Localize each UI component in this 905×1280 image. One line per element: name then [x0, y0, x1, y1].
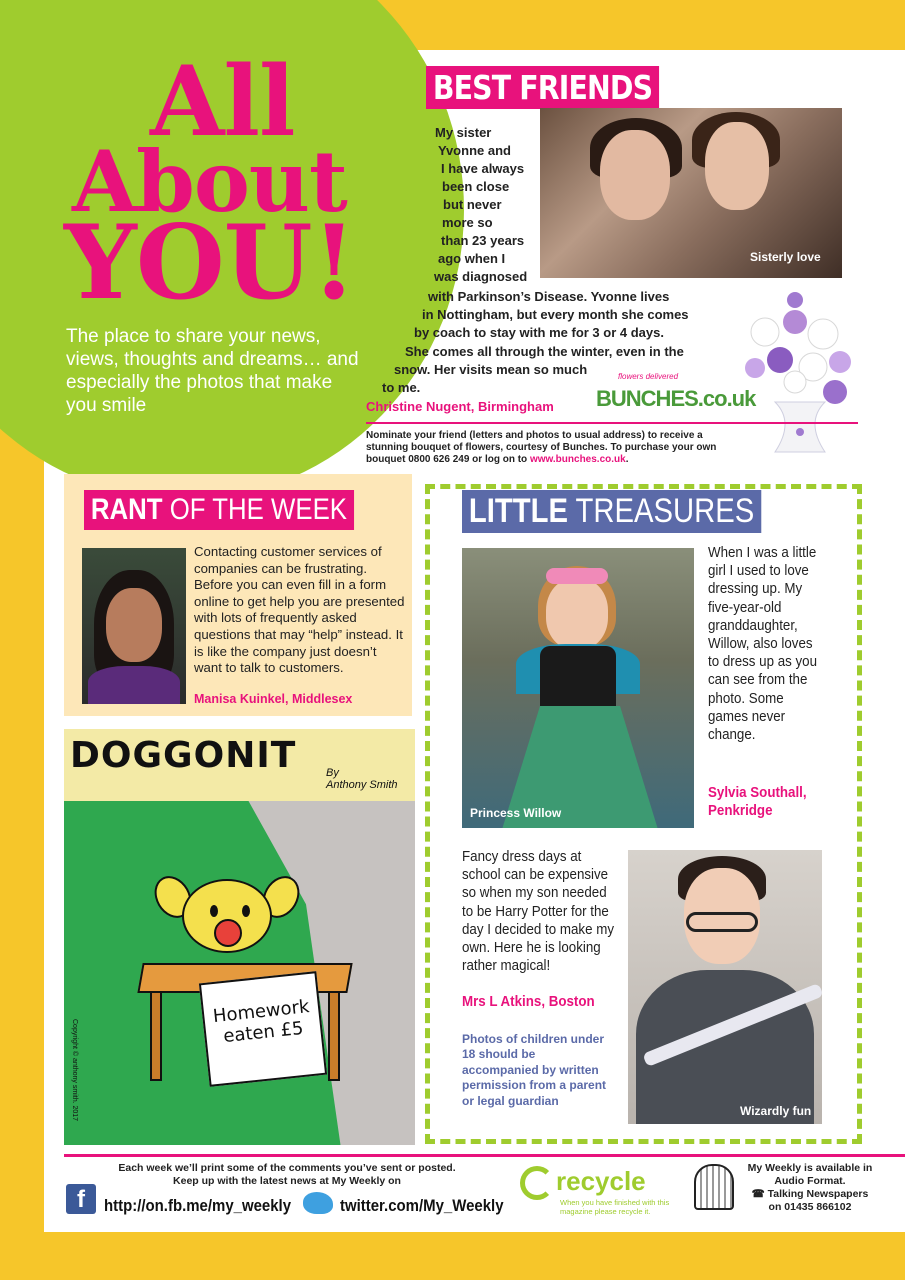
lt-title-bold: LITTLE	[468, 492, 568, 530]
facebook-icon[interactable]: f	[66, 1184, 96, 1214]
wizardly-fun-caption: Wizardly fun	[740, 1104, 812, 1118]
best-friends-line: more so	[442, 215, 493, 230]
best-friends-line: My sister	[435, 125, 492, 140]
bunches-logo	[596, 368, 756, 414]
best-friends-line: with Parkinson’s Disease. Yvonne lives	[428, 289, 670, 304]
intro-text: The place to share your news, views, thoughts and dreams… and especially the photos that make you smile	[66, 326, 359, 416]
nominate-body: Nominate your friend (letters and photos to usual address) to receive a stunning bouquet of flowers, courtesy of Bunches. To purchase your own bouquet 0800 626 249 or log on to	[366, 430, 717, 465]
cartoon-copyright: Copyright © anthony smith. 2017	[71, 1019, 78, 1122]
doggonit-logo: DOGGONIT	[70, 735, 297, 776]
audio-format-text	[740, 1162, 880, 1214]
story2-signature: Mrs L Atkins, Boston	[462, 994, 595, 1010]
footer-rule	[64, 1154, 905, 1157]
nominate-text	[366, 430, 746, 466]
footer-line2: Keep up with the latest news at My Weekly on	[173, 1175, 401, 1187]
talking-newspapers-icon	[694, 1164, 734, 1210]
best-friends-line: She comes all through the winter, even in the	[405, 344, 684, 359]
nominate-end: .	[625, 454, 629, 465]
best-friends-line: was diagnosed	[434, 269, 528, 284]
dog-eye-right	[242, 905, 250, 917]
best-friends-rule	[366, 422, 858, 424]
headline-line3: YOU!	[64, 203, 356, 323]
cartoon-byline-by: By	[326, 767, 339, 779]
best-friends-caption: Sisterly love	[750, 250, 821, 264]
flower-bouquet-image	[735, 282, 860, 462]
princess-willow-photo	[462, 548, 694, 828]
table-leg	[328, 991, 340, 1081]
recycle-subtext: When you have finished with this magazine please recycle it.	[560, 1198, 670, 1216]
rant-title-bold: RANT	[90, 493, 163, 526]
story1-signature: Sylvia Southall, Penkridge	[708, 785, 807, 819]
audio-line2: ☎ Talking Newspapers	[751, 1188, 869, 1200]
story2-text: Fancy dress days at school can be expensive so when my son needed to be Harry Potter for the day I decided to make my own. Here he is looking rather magical!	[462, 849, 615, 975]
cartoon-byline	[326, 767, 398, 791]
recycle-icon	[520, 1166, 554, 1200]
story1-text: When I was a little girl I used to love dressing up. My five-year-old granddaughter, Willow, also loves to dress up as you can see from the photo. Some games never change.	[708, 545, 818, 744]
footer-line1: Each week we’ll print some of the comments you’ve sent or posted.	[118, 1162, 456, 1174]
table-leg	[150, 991, 162, 1081]
princess-willow-caption: Princess Willow	[470, 806, 562, 820]
lt-title-rest: TREASURES	[575, 492, 755, 530]
dog-nose	[214, 919, 242, 947]
twitter-icon[interactable]	[303, 1192, 333, 1214]
dog-eye-left	[210, 905, 218, 917]
audio-line1: My Weekly is available in Audio Format.	[747, 1162, 873, 1187]
bunches-brand: BUNCHES.co.uk	[596, 386, 756, 411]
headline-line2: About	[72, 132, 347, 231]
best-friends-line: snow. Her visits mean so much	[394, 362, 588, 377]
headline-line1: All	[150, 45, 295, 158]
footer-text	[112, 1162, 462, 1188]
rant-signature: Manisa Kuinkel, Middlesex	[194, 692, 353, 706]
bunches-tagline: flowers delivered	[618, 372, 679, 381]
rant-photo	[82, 548, 186, 704]
rant-title-rest: OF THE WEEK	[169, 493, 347, 526]
best-friends-line: in Nottingham, but every month she comes	[422, 307, 689, 322]
bunches-link[interactable]: www.bunches.co.uk	[529, 454, 626, 465]
little-treasures-title	[462, 490, 761, 533]
best-friends-line: to me.	[382, 380, 421, 395]
wizardly-fun-photo	[628, 850, 822, 1124]
best-friends-line: been close	[442, 179, 510, 194]
twitter-link[interactable]: twitter.com/My_Weekly	[340, 1196, 504, 1215]
rant-title	[84, 490, 354, 530]
audio-line3: on 01435 866102	[768, 1201, 852, 1213]
recycle-word: recycle	[556, 1166, 646, 1196]
best-friends-line: than 23 years	[441, 233, 525, 248]
permission-note: Photos of children under 18 should be accompanied by written permission from a parent or legal guardian	[462, 1032, 607, 1108]
homework-sign: Homework eaten £5	[199, 971, 327, 1087]
facebook-link[interactable]: http://on.fb.me/my_weekly	[104, 1196, 292, 1215]
best-friends-line: Yvonne and	[438, 143, 511, 158]
best-friends-line: by coach to stay with me for 3 or 4 days.	[414, 325, 664, 340]
best-friends-signature: Christine Nugent, Birmingham	[366, 399, 554, 414]
best-friends-line: ago when I	[438, 251, 506, 266]
best-friends-line: but never	[443, 197, 502, 212]
best-friends-line: I have always	[441, 161, 525, 176]
doggonit-cartoon	[64, 729, 415, 1145]
best-friends-title: BEST FRIENDS	[426, 66, 659, 109]
rant-text: Contacting customer services of companies can be frustrating. Before you can even fill in a form online to get help you are presented with lots of frequently asked questions that may “help” instead. It is like the company just doesn’t want to talk to customers.	[194, 544, 405, 676]
cartoon-byline-name: Anthony Smith	[326, 779, 398, 791]
